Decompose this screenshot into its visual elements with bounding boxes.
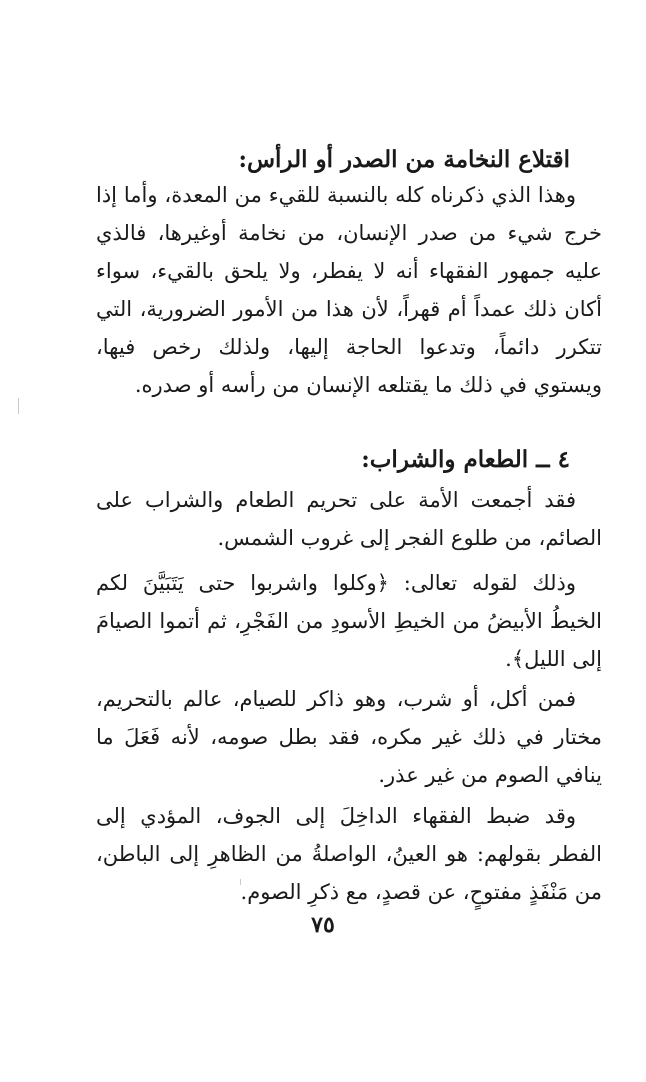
paragraph-quran-verse: وذلك لقوله تعالى: ﴿وكلوا واشربوا حتى يَتَبَيَّنَ لكم الخيطُ الأبيضُ من الخيطِ الأسودِ من الفَجْرِ، ثم أتموا الصيامَ إلى الليل﴾. [96,571,602,671]
paragraph-phlegm: وهذا الذي ذكرناه كله بالنسبة للقيء من المعدة، وأما إذا خرج شيء من صدر الإنسان، من نخامة أوغيرها، فالذي عليه جمهور الفقهاء أنه لا يفطر، ولا يلحق بالقيء، سواء أكان ذلك عمداً أم قهراً، لأن هذا من الأمور الضرورية، التي تتكرر دائماً، وتدعوا الحاجة إليها، ولذلك رخص فيها، ويستوي في ذلك ما يقتلعه الإنسان من رأسه أو صدره. [96,183,602,397]
section-heading-phlegm: اقتلاع النخامة من الصدر أو الرأس: [238,146,570,173]
paragraph-definition: وقد ضبط الفقهاء الداخِلَ إلى الجوف، المؤدي إلى الفطر بقولهم: هو العينُ، الواصلةُ من الظاهرِ إلى الباطن، من مَنْفَذٍ مفتوحٍ، عن قصدٍ، مع ذكرِ الصوم. [96,804,602,904]
page-number: ٧٥ [311,912,335,938]
paragraph-consensus: فقد أجمعت الأمة على تحريم الطعام والشراب على الصائم، من طلوع الفجر إلى غروب الشمس. [96,488,602,550]
paragraph-eating-ruling: فمن أكل، أو شرب، وهو ذاكر للصيام، عالم بالتحريم، مختار في ذلك غير مكره، فقد بطل صومه، لأنه فَعَلَ ما ينافي الصوم من غير عذر. [96,687,602,787]
scan-mark [240,879,241,885]
section-heading-food-drink: ٤ ــ الطعام والشراب: [361,446,570,473]
scan-mark [18,398,19,414]
